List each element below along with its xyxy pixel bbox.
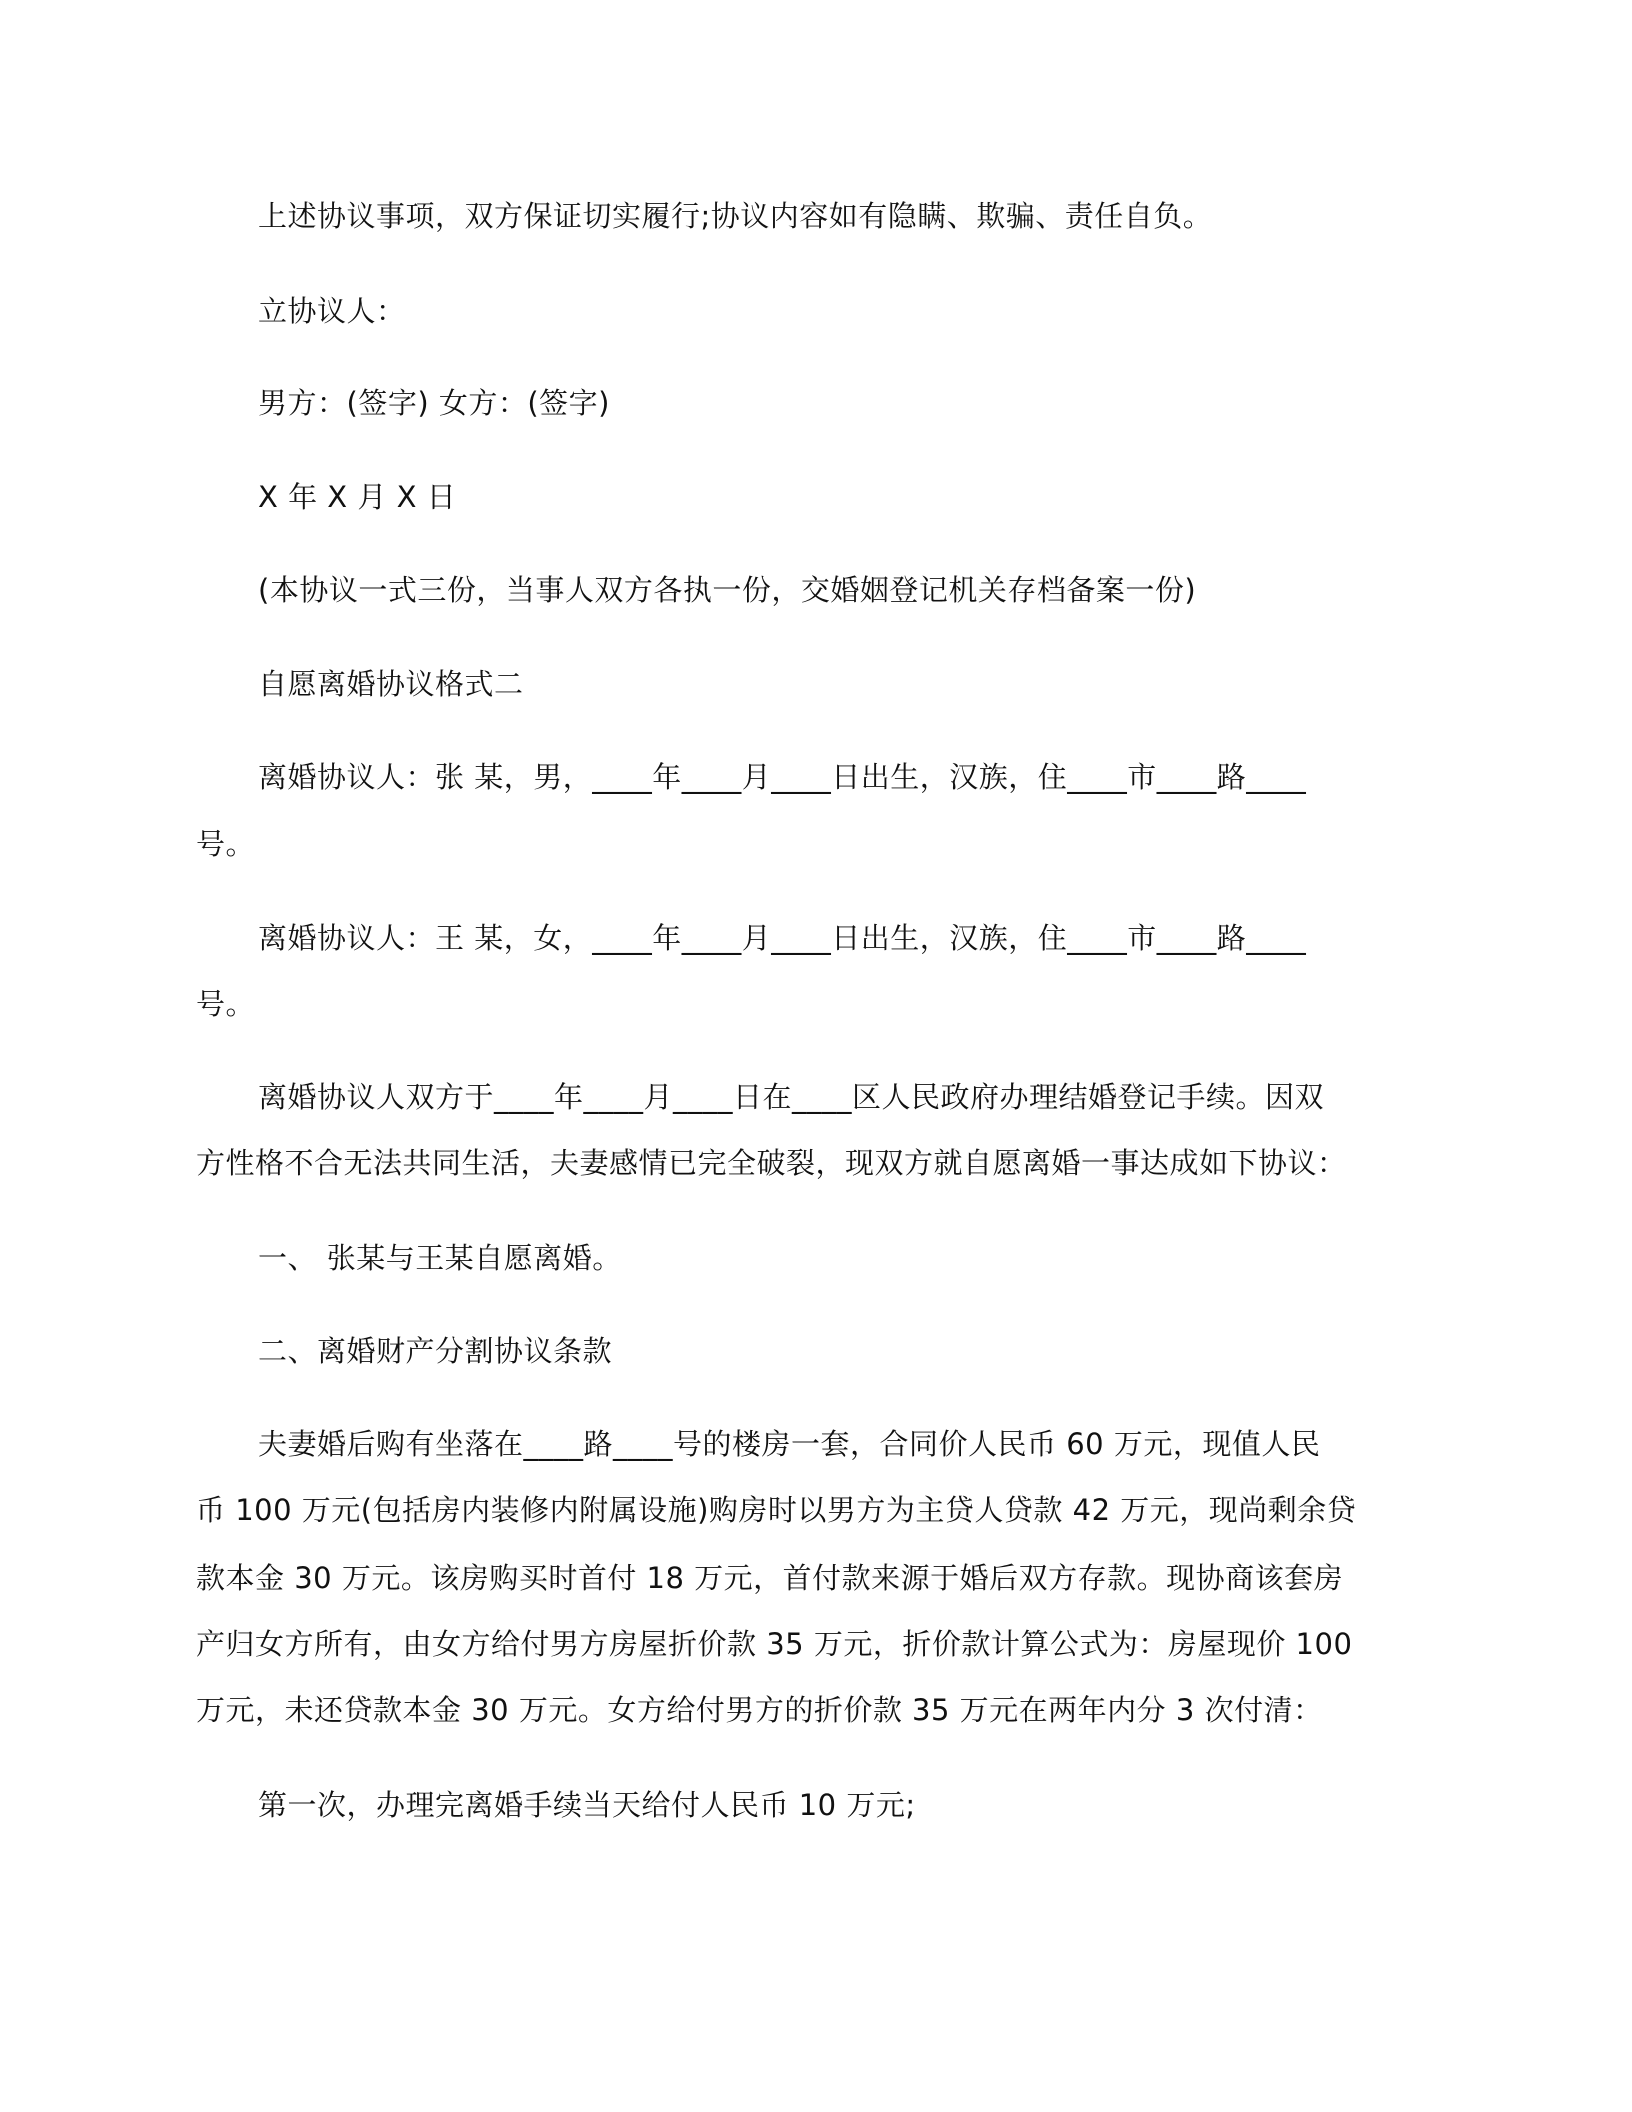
property-paragraph-line-3: 款本金 30 万元。该房购买时首付 18 万元，首付款来源于婚后双方存款。现协商该套房 [196, 1561, 1344, 1595]
party-2-info-cont: 号。 [196, 987, 256, 1021]
party-1-info-cont: 号。 [196, 827, 256, 861]
first-payment-clause: 第一次，办理完离婚手续当天给付人民币 10 万元; [258, 1788, 916, 1822]
property-paragraph-line-1: 夫妻婚后购有坐落在____路____号的楼房一套，合同价人民币 60 万元，现值人民 [258, 1427, 1321, 1461]
copies-note: (本协议一式三份，当事人双方各执一份，交婚姻登记机关存档备案一份) [258, 573, 1197, 607]
clause-1: 一、 张某与王某自愿离婚。 [258, 1241, 622, 1275]
clause-2-heading: 二、离婚财产分割协议条款 [258, 1334, 613, 1368]
commitment-clause: 上述协议事项，双方保证切实履行;协议内容如有隐瞒、欺骗、责任自负。 [258, 199, 1213, 233]
party-2-info: 离婚协议人：王 某，女，____年____月____日出生，汉族，住____市____路____ [258, 921, 1307, 955]
property-paragraph-line-5: 万元，未还贷款本金 30 万元。女方给付男方的折价款 35 万元在两年内分 3 次付清： [196, 1693, 1323, 1727]
date-line: X 年 X 月 X 日 [258, 480, 457, 514]
party-1-info: 离婚协议人：张 某，男，____年____月____日出生，汉族，住____市____路____ [258, 760, 1307, 794]
marriage-registration-paragraph-cont: 方性格不合无法共同生活，夫妻感情已完全破裂，现双方就自愿离婚一事达成如下协议： [196, 1146, 1347, 1180]
signature-line: 男方：(签字) 女方：(签字) [258, 386, 610, 420]
marriage-registration-paragraph: 离婚协议人双方于____年____月____日在____区人民政府办理结婚登记手续。因双 [258, 1080, 1325, 1114]
section-heading: 自愿离婚协议格式二 [258, 667, 524, 701]
property-paragraph-line-2: 币 100 万元(包括房内装修内附属设施)购房时以男方为主贷人贷款 42 万元，现尚剩余贷 [196, 1493, 1357, 1527]
property-paragraph-line-4: 产归女方所有，由女方给付男方房屋折价款 35 万元，折价款计算公式为：房屋现价 100 [196, 1627, 1353, 1661]
signatories-label: 立协议人： [258, 294, 406, 328]
